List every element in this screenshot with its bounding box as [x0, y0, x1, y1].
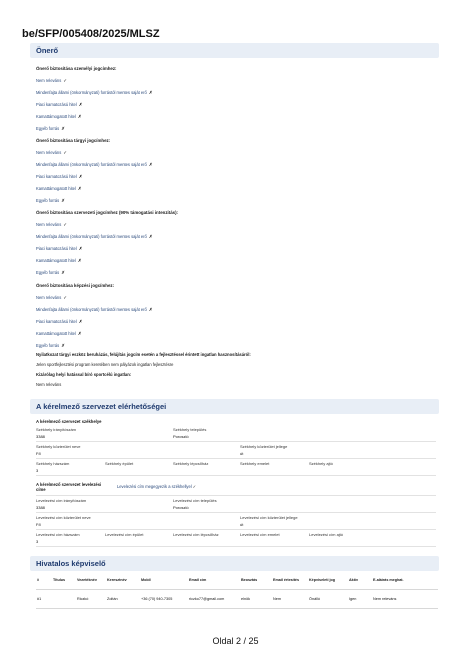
check-icon: ✓ [63, 150, 68, 155]
option-item: Egyéb forrás ✗ [36, 125, 66, 131]
group-title: Önerő biztosítása szervezeti jogcímhez (90% támogatási intenzitás): [36, 210, 179, 215]
col-header: # [37, 578, 40, 582]
col-header: Beosztás [241, 578, 258, 582]
cross-icon: ✗ [61, 342, 66, 348]
mail-building-field: Levelezési cím épület [105, 532, 144, 537]
group-title: Önerő biztosítása személyi jogcímhez: [36, 66, 117, 71]
section-header-contact: A kérelmező szervezet elérhetőségei [30, 399, 439, 414]
cross-icon: ✗ [148, 161, 153, 167]
mail-same-as-seat: Levelezési cím megegyezik a székhellyel ✓ [117, 484, 197, 489]
cell: Nem [272, 590, 308, 609]
investment-question: Nyilatkozat tárgyi eszköz beruházás, felújítás jogcím esetén a fejlesztéssel érintett ingatlan hasznosításáról: [36, 352, 251, 357]
cross-icon: ✗ [148, 233, 153, 239]
cross-icon: ✗ [61, 197, 66, 203]
check-icon: ✓ [63, 78, 68, 83]
divider [36, 495, 436, 496]
cross-icon: ✗ [78, 318, 83, 324]
option-item: Nem releváns ✓ [36, 222, 68, 227]
table-row [36, 590, 438, 609]
mail-street-type-field: Levelezési cím közterület jellege út [240, 515, 298, 527]
cell: #1 [36, 590, 52, 609]
mail-zip-field: Levelezési cím irányítószám 3388 [36, 498, 87, 510]
cell: Nem releváns [372, 590, 438, 609]
option-item: Nem releváns ✓ [36, 295, 68, 300]
cell: elnök [240, 590, 272, 609]
option-item: Egyéb forrás ✗ [36, 269, 66, 275]
seat-city-field: Székhely település Poroszló [173, 427, 207, 439]
seat-floor-field: Székhely emelet [240, 461, 270, 466]
local-impact-question: Kizárólag helyi hatással bíró sportcélú ingatlan: [36, 372, 132, 377]
mail-door-field: Levelezési cím ajtó [309, 532, 344, 537]
group-title: Önerő biztosítása tárgyi jogcímhez: [36, 138, 111, 143]
mail-title: A kérelmező szervezet levelezési címe [36, 482, 102, 492]
cross-icon: ✗ [61, 125, 66, 131]
cross-icon: ✗ [148, 89, 153, 95]
cell: +36 (70) 940-7305 [140, 590, 188, 609]
option-item: Piaci kamatozású hitel ✗ [36, 245, 83, 251]
cell: Igen [348, 590, 372, 609]
option-item: Egyéb forrás ✗ [36, 342, 66, 348]
col-header: Mobil [141, 578, 151, 582]
option-item: Nem releváns ✓ [36, 150, 68, 155]
divider [36, 475, 436, 476]
cross-icon: ✗ [78, 101, 83, 107]
mail-floor-field: Levelezési cím emelet [240, 532, 280, 537]
seat-zip-field: Székhely irányítószám 3388 [36, 427, 77, 439]
group-kepzesi [36, 283, 436, 354]
cross-icon: ✗ [77, 257, 82, 263]
divider [36, 512, 436, 513]
cell [52, 590, 76, 609]
option-item: Mindenfajta állami (önkormányzati) forrástól mentes saját erő ✗ [36, 161, 153, 167]
cross-icon: ✗ [77, 113, 82, 119]
col-header: E-aláírás meghat. [373, 578, 404, 582]
option-item: Kamattámogatott hitel ✗ [36, 185, 82, 191]
option-item: Kamattámogatott hitel ✗ [36, 257, 82, 263]
check-icon: ✓ [63, 295, 68, 300]
option-item: Piaci kamatozású hitel ✗ [36, 173, 83, 179]
divider [36, 458, 436, 459]
option-item: Mindenfajta állami (önkormányzati) forrástól mentes saját erő ✗ [36, 233, 153, 239]
page-number: Oldal 2 / 25 [212, 636, 259, 646]
col-header: Vezetéknév [77, 578, 97, 582]
cross-icon: ✗ [77, 185, 82, 191]
seat-door-field: Székhely ajtó [309, 461, 333, 466]
col-header: Aktív [349, 578, 359, 582]
group-szemelyi [36, 66, 436, 137]
table-header-row [36, 578, 438, 590]
mail-stair-field: Levelezési cím lépcsőház [173, 532, 219, 537]
option-item: Piaci kamatozású hitel ✗ [36, 101, 83, 107]
seat-building-field: Székhely épület [105, 461, 134, 466]
cross-icon: ✗ [148, 306, 153, 312]
option-item: Mindenfajta állami (önkormányzati) forrástól mentes saját erő ✗ [36, 306, 153, 312]
col-header: Email értesítés [273, 578, 300, 582]
cell: Zoltán [106, 590, 140, 609]
divider [36, 529, 436, 530]
mail-house-field: Levelezési cím házszám 3 [36, 532, 80, 544]
option-item: Kamattámogatott hitel ✗ [36, 113, 82, 119]
group-szervezeti [36, 210, 436, 281]
group-title: Önerő biztosítása képzési jogcímhez: [36, 283, 115, 288]
divider [36, 441, 436, 442]
mail-city-field: Levelezési cím település Poroszló [173, 498, 217, 510]
cell: Önálló [308, 590, 348, 609]
option-item: Nem releváns ✓ [36, 78, 68, 83]
option-item: Kamattámogatott hitel ✗ [36, 330, 82, 336]
section-header-rep: Hivatalos képviselő [30, 556, 439, 571]
cross-icon: ✗ [78, 173, 83, 179]
cell: riczko77@gmail.com [188, 590, 240, 609]
cross-icon: ✗ [61, 269, 66, 275]
seat-stair-field: Székhely lépcsőház [173, 461, 209, 466]
seat-title: A kérelmező szervezet székhelye [36, 419, 102, 424]
mail-street-field: Levelezési cím közterület neve Fő [36, 515, 91, 527]
section-header-oneru: Önerő [30, 43, 439, 58]
cross-icon: ✗ [78, 245, 83, 251]
divider [36, 546, 436, 547]
local-impact-answer: Nem releváns [36, 382, 62, 387]
cell: Riczkó [76, 590, 106, 609]
cross-icon: ✗ [77, 330, 82, 336]
document-id: be/SFP/005408/2025/MLSZ [22, 28, 160, 40]
option-item: Piaci kamatozású hitel ✗ [36, 318, 83, 324]
check-icon: ✓ [192, 484, 197, 489]
check-icon: ✓ [63, 222, 68, 227]
col-header: Keresztnév [107, 578, 127, 582]
col-header: Képviseleti jog [309, 578, 336, 582]
group-targyi [36, 138, 436, 209]
col-header: Titulus [53, 578, 66, 582]
representative-table [36, 578, 438, 609]
seat-street-field: Székhely közterület neve Fő [36, 444, 81, 456]
option-item: Egyéb forrás ✗ [36, 197, 66, 203]
option-item: Mindenfajta állami (önkormányzati) forrástól mentes saját erő ✗ [36, 89, 153, 95]
seat-street-type-field: Székhely közterület jellege út [240, 444, 288, 456]
seat-house-field: Székhely házszám 3 [36, 461, 70, 473]
col-header: Email cím [189, 578, 207, 582]
investment-answer: Jelen sportfejlesztési program keretében nem pályázok ingatlan fejlesztésre [36, 362, 174, 367]
